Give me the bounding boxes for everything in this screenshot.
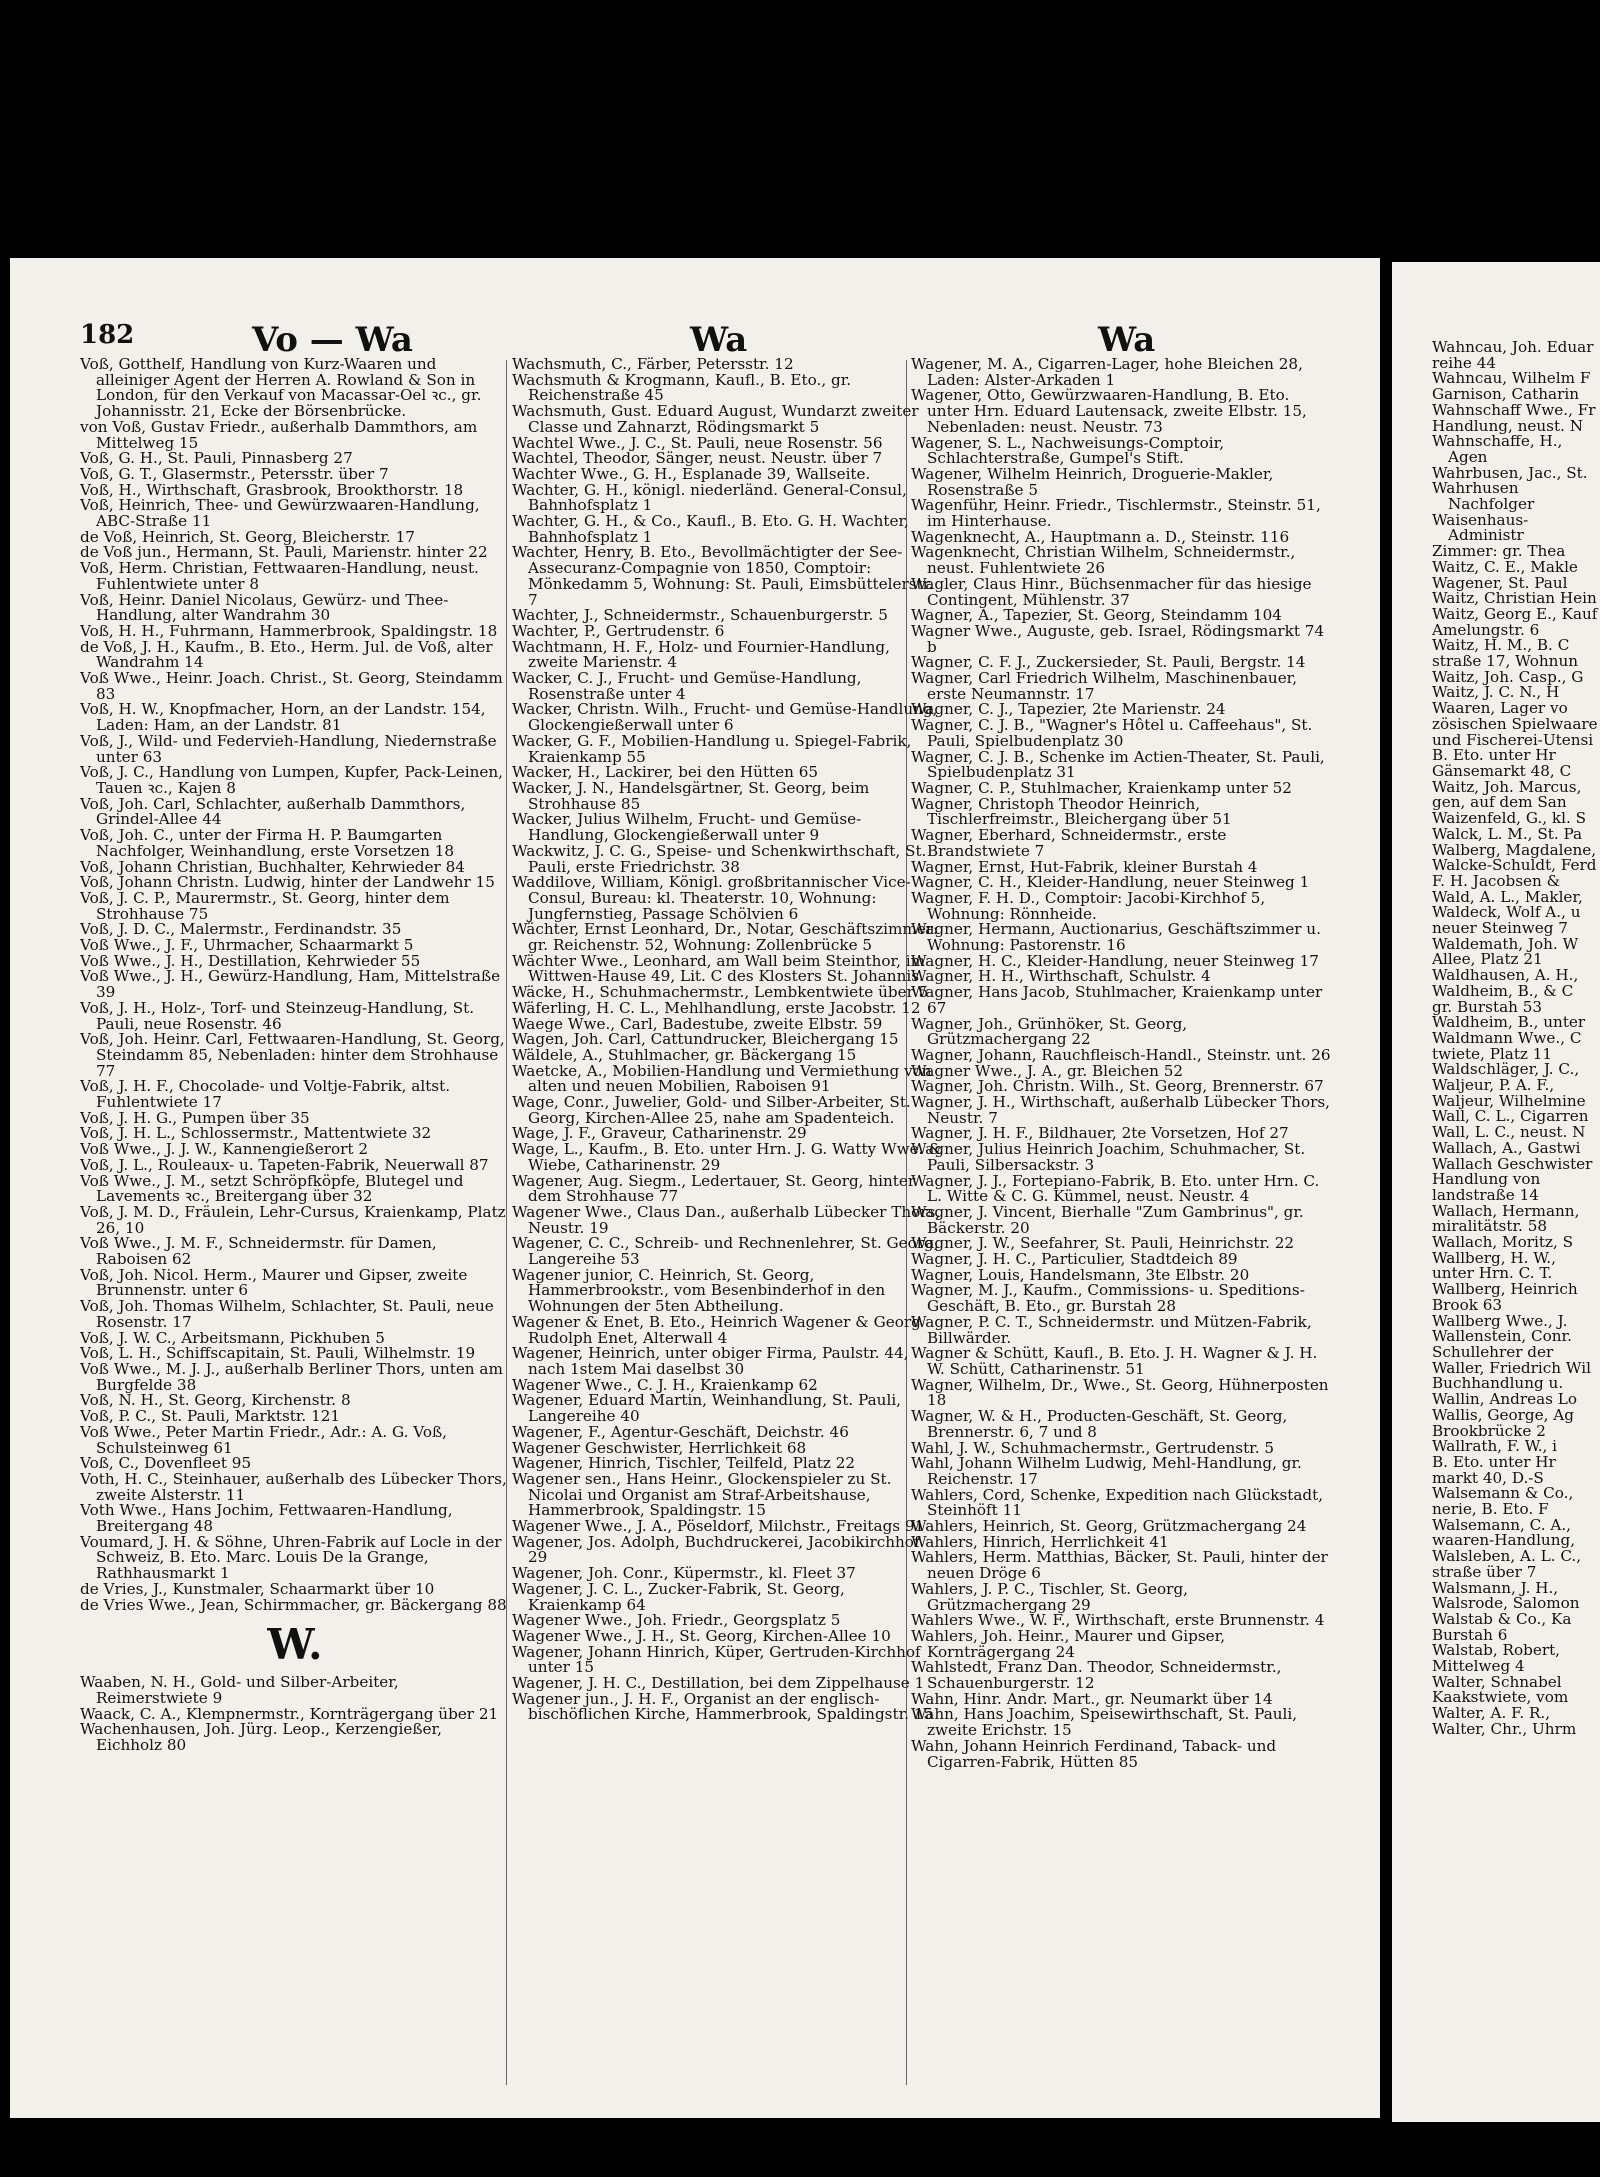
directory-entry: Voß Wwe., J. J. W., Kannengießerort 2	[80, 1140, 369, 1159]
directory-entry: Wallis, George, Ag	[1432, 1405, 1574, 1424]
directory-entry: Wagner Wwe., Auguste, geb. Israel, Rödingsmarkt 74 b	[911, 621, 1325, 656]
directory-entry: Voß, J., Wild- und Federvieh-Handlung, Niedernstraße unter 63	[80, 731, 497, 766]
directory-entry: Wagner, A., Tapezier, St. Georg, Steindamm 104	[911, 606, 1282, 625]
directory-entry: Wagner Wwe., J. A., gr. Bleichen 52	[911, 1061, 1184, 1080]
directory-entry: Wachenhausen, Joh. Jürg. Leop., Kerzengießer, Eichholz 80	[80, 1720, 442, 1755]
directory-entry: Voß, Joh. Heinr. Carl, Fettwaaren-Handlung, St. Georg, Steindamm 85, Nebenladen: hinter dem Strohhause 77	[80, 1030, 505, 1080]
directory-entry: de Voß jun., Hermann, St. Pauli, Marienstr. hinter 22	[80, 543, 488, 562]
directory-entry: Waitz, Christian Hein	[1432, 589, 1597, 608]
directory-entry: Wacker, Christn. Wilh., Frucht- und Gemüse-Handlung, Glockengießerwall unter 6	[512, 700, 938, 735]
directory-entry: gen, auf dem San	[1432, 793, 1567, 812]
directory-entry: Wächter Wwe., Leonhard, am Wall beim Steinthor, im Wittwen-Hause 49, Lit. C des Klosters St. Johannis.	[512, 951, 925, 986]
directory-entry: Voß, G. H., St. Pauli, Pinnasberg 27	[80, 449, 353, 468]
directory-entry: Wacker, C. J., Frucht- und Gemüse-Handlung, Rosenstraße unter 4	[512, 669, 862, 703]
directory-entry: Wahlers, Cord, Schenke, Expedition nach Glückstadt, Steinhöft 11	[911, 1485, 1324, 1520]
directory-entry: Wagner, Julius Heinrich Joachim, Schuhmacher, St. Pauli, Silbersackstr. 3	[911, 1140, 1306, 1174]
directory-entry: Voß, N. H., St. Georg, Kirchenstr. 8	[80, 1391, 351, 1410]
directory-entry: Walck, L. M., St. Pa	[1432, 824, 1583, 843]
directory-entry: Walstab, Robert,	[1432, 1641, 1561, 1660]
directory-entry: Zimmer: gr. Thea	[1432, 542, 1566, 561]
directory-entry: Voß, L. H., Schiffscapitain, St. Pauli, Wilhelmstr. 19	[80, 1344, 476, 1363]
directory-entry: Wahnschaffe, H., Agen	[1432, 432, 1563, 466]
directory-entry: Voß, Heinr. Daniel Nicolaus, Gewürz- und Thee-Handlung, alter Wandrahm 30	[80, 590, 449, 625]
directory-entry: Wagener Wwe., J. A., Pöseldorf, Milchstr., Freitags 91	[512, 1517, 925, 1536]
directory-entry: Waaben, N. H., Gold- und Silber-Arbeiter, Reimerstwiete 9	[80, 1673, 399, 1707]
directory-entry: Waitz, Joh. Marcus,	[1432, 777, 1582, 796]
directory-entry: Wachter, Henry, B. Eto., Bevollmächtigter der See-Assecuranz-Compagnie von 1850, Comptoir: Mönkedamm 5, Wohnung: St. Pauli, Eimsbüttelerstr. 7	[512, 543, 934, 609]
directory-entry: Voß Wwe., J. H., Gewürz-Handlung, Ham, Mittelstraße 39	[80, 967, 501, 1002]
directory-entry: Waetcke, A., Mobilien-Handlung und Vermiethung von alten und neuen Mobilien, Raboisen 91	[512, 1061, 932, 1096]
directory-entry: Wacker, J. N., Handelsgärtner, St. Georg, beim Strohhause 85	[512, 778, 870, 813]
directory-entry: Waldemath, Joh. W	[1432, 934, 1579, 953]
directory-entry: Wagener, Johann Hinrich, Küper, Gertruden-Kirchhof unter 15	[512, 1642, 921, 1677]
directory-entry: Gänsemarkt 48, C	[1432, 761, 1572, 780]
directory-entry: Wagener, Eduard Martin, Weinhandlung, St. Pauli, Langereihe 40	[512, 1391, 901, 1426]
directory-entry: Allee, Platz 21	[1432, 950, 1543, 969]
directory-entry: Waldmann Wwe., C	[1432, 1028, 1582, 1047]
directory-entry: Voß, G. T., Glasermstr., Petersstr. über 7	[80, 464, 389, 483]
directory-entry: Wagner, Hans Jacob, Stuhlmacher, Kraienkamp unter 67	[911, 983, 1323, 1017]
directory-entry: Wall, L. C., neust. N	[1432, 1123, 1586, 1142]
column-2	[512, 357, 942, 2117]
page-number: 182	[80, 320, 135, 350]
directory-entry: Voß, J. L., Rouleaux- u. Tapeten-Fabrik, Neuerwall 87	[80, 1155, 489, 1174]
directory-entry: Wagner, C. J. B., "Wagner's Hôtel u. Caffeehaus", St. Pauli, Spielbudenplatz 30	[911, 716, 1313, 750]
directory-entry: Wagener, St. Paul	[1432, 573, 1568, 592]
directory-entry: Wagner, J. Vincent, Bierhalle "Zum Gambrinus", gr. Bäckerstr. 20	[911, 1202, 1304, 1237]
directory-entry: Voß, Herm. Christian, Fettwaaren-Handlung, neust. Fuhlentwiete unter 8	[80, 559, 479, 593]
directory-entry: Waitz, Georg E., Kauf	[1432, 604, 1598, 623]
directory-entry: Wallberg Wwe., J.	[1432, 1311, 1568, 1330]
directory-entry: Voß, J. H., Holz-, Torf- und Steinzeug-Handlung, St. Pauli, neue Rosenstr. 46	[80, 998, 475, 1033]
directory-entry: Wahlers, Joh. Heinr., Maurer und Gipser, Kornträgergang 24	[911, 1626, 1226, 1661]
directory-entry: Wagener jun., J. H. F., Organist an der englisch-bischöflichen Kirche, Hammerbrook, Spaldingstr. 15	[512, 1689, 934, 1724]
directory-entry: Wäferling, H. C. L., Mehlhandlung, erste Jacobstr. 12	[512, 998, 921, 1017]
directory-entry: Walsemann & Co.,	[1432, 1484, 1574, 1503]
directory-entry: Walsrode, Salomon	[1432, 1594, 1580, 1613]
directory-entry: Wagener Wwe., Claus Dan., außerhalb Lübecker Thors, Neustr. 19	[512, 1202, 941, 1237]
directory-entry: Waitz, Joh. Casp., G	[1432, 667, 1584, 686]
directory-entry: Wage, L., Kaufm., B. Eto. unter Hrn. J. G. Watty Wwe. & Wiebe, Catharinenstr. 29	[512, 1140, 942, 1174]
directory-entry: reihe 44	[1432, 353, 1497, 372]
directory-entry: Brook 63	[1432, 1295, 1503, 1314]
directory-entry: Wachsmuth, C., Färber, Petersstr. 12	[512, 357, 794, 373]
directory-entry: Wahlers, Herm. Matthias, Bäcker, St. Pauli, hinter der neuen Dröge 6	[911, 1548, 1328, 1583]
directory-entry: Wagener, S. L., Nachweisungs-Comptoir, Schlachterstraße, Gumpel's Stift.	[911, 433, 1225, 468]
directory-entry: Wachter, P., Gertrudenstr. 6	[512, 621, 725, 640]
directory-entry: waaren-Handlung,	[1432, 1531, 1576, 1550]
directory-entry: Wagner, C. H., Kleider-Handlung, neuer Steinweg 1	[911, 873, 1310, 892]
column-3	[911, 357, 1331, 2117]
directory-entry: Wagner, C. P., Stuhlmacher, Kraienkamp unter 52	[911, 778, 1292, 797]
directory-entry: Voß, H. H., Fuhrmann, Hammerbrook, Spaldingstr. 18	[80, 621, 498, 640]
directory-entry: Wagner, Wilhelm, Dr., Wwe., St. Georg, Hühnerposten 18	[911, 1375, 1329, 1410]
directory-entry: Wachsmuth & Krogmann, Kaufl., B. Eto., gr. Reichenstraße 45	[512, 370, 852, 405]
directory-entry: Waldhausen, A. H.,	[1432, 966, 1579, 985]
directory-entry: Wallach, Hermann,	[1432, 1201, 1580, 1220]
directory-entry: Voß, Gotthelf, Handlung von Kurz-Waaren und alleiniger Agent der Herren A. Rowland & Son in London, für den Verkauf von Macassar-Oel ꝛc., gr. Johannisstr. 21, Ecke der Börsenbrücke.	[80, 357, 482, 421]
directory-entry: Walter, A. F. R.,	[1432, 1704, 1551, 1723]
directory-entry: Wagener & Enet, B. Eto., Heinrich Wagener & Georg Rudolph Enet, Alterwall 4	[512, 1312, 921, 1347]
directory-entry: Wagner, F. H. D., Comptoir: Jacobi-Kirchhof 5, Wohnung: Rönnheide.	[911, 888, 1266, 923]
directory-entry: Wagner, Joh., Grünhöker, St. Georg, Grützmachergang 22	[911, 1014, 1188, 1049]
directory-entry: Wagner, Hermann, Auctionarius, Geschäftszimmer u. Wohnung: Pastorenstr. 16	[911, 920, 1321, 955]
directory-entry: Wagener, Aug. Siegm., Ledertauer, St. Georg, hinter dem Strohhause 77	[512, 1171, 916, 1206]
directory-entry: zösischen Spielwaare	[1432, 714, 1598, 733]
directory-entry: Voth Wwe., Hans Jochim, Fettwaaren-Handlung, Breitergang 48	[80, 1501, 453, 1536]
directory-entry: Wagler, Claus Hinr., Büchsenmacher für das hiesige Contingent, Mühlenstr. 37	[911, 574, 1312, 609]
directory-entry: Walcke-Schuldt, Ferd	[1432, 856, 1597, 875]
directory-entry: Wachter, J., Schneidermstr., Schauenburgerstr. 5	[512, 606, 888, 625]
directory-entry: Wagener, J. C. L., Zucker-Fabrik, St. Georg, Kraienkamp 64	[512, 1579, 845, 1614]
directory-entry: gr. Burstah 53	[1432, 997, 1543, 1016]
section-letter: W.	[267, 1620, 323, 1670]
directory-entry: Wagner, Louis, Handelsmann, 3te Elbstr. 20	[911, 1265, 1250, 1284]
directory-entry: Kaakstwiete, vom	[1432, 1688, 1569, 1707]
directory-entry: Wagener, C. C., Schreib- und Rechnenlehrer, St. Georg, Langereihe 53	[512, 1234, 939, 1269]
directory-entry: Voß, H. W., Knopfmacher, Horn, an der Landstr. 154, Laden: Ham, an der Landstr. 81	[80, 700, 486, 735]
directory-entry: Wagener, F., Agentur-Geschäft, Deichstr. 46	[512, 1422, 849, 1441]
directory-entry: Wall, C. L., Cigarren	[1432, 1107, 1589, 1126]
directory-entry: Handlung von	[1432, 1170, 1541, 1189]
directory-entry: Wagenknecht, Christian Wilhelm, Schneidermstr., neust. Fuhlentwiete 26	[911, 543, 1296, 578]
directory-entry: Waller, Friedrich Wil	[1432, 1358, 1591, 1377]
directory-entry: Voumard, J. H. & Söhne, Uhren-Fabrik auf Locle in der Schweiz, B. Eto. Marc. Louis De la Grange, Rathhausmarkt 1	[80, 1532, 502, 1583]
directory-entry: Wacker, G. F., Mobilien-Handlung u. Spiegel-Fabrik, Kraienkamp 55	[512, 731, 912, 766]
directory-entry: Wachter Wwe., G. H., Esplanade 39, Wallseite.	[512, 464, 871, 483]
directory-entry: Wald, A. L., Makler,	[1432, 887, 1583, 906]
directory-entry: Wagener, Joh. Conr., Küpermstr., kl. Fleet 37	[512, 1564, 856, 1583]
directory-entry: Wagner, Christoph Theodor Heinrich, Tischlerfreimstr., Bleichergang über 51	[911, 794, 1232, 829]
directory-entry: Wagner, Joh. Christn. Wilh., St. Georg, Brennerstr. 67	[911, 1077, 1324, 1096]
directory-entry: Garnison, Catharin	[1432, 385, 1579, 404]
directory-entry: Waljeur, Wilhelmine	[1432, 1091, 1586, 1110]
directory-entry: Voß Wwe., Peter Martin Friedr., Adr.: A. G. Voß, Schulsteinweg 61	[80, 1422, 447, 1457]
directory-entry: Wallach Geschwister	[1432, 1154, 1593, 1173]
directory-entry: nerie, B. Eto. F	[1432, 1500, 1549, 1519]
directory-entry: Wagner, H. H., Wirthschaft, Schulstr. 4	[911, 967, 1211, 986]
directory-entry: Wagener, Jos. Adolph, Buchdruckerei, Jacobikirchhof 29	[512, 1532, 920, 1567]
directory-entry: Waldeck, Wolf A., u	[1432, 903, 1581, 922]
directory-entry: Walter, Schnabel	[1432, 1672, 1562, 1691]
directory-entry: Wagner, J. H., Wirthschaft, außerhalb Lübecker Thors, Neustr. 7	[911, 1093, 1331, 1127]
directory-entry: Voß, J. H. F., Chocolade- und Voltje-Fabrik, altst. Fuhlentwiete 17	[80, 1077, 451, 1112]
directory-entry: Wagener sen., Hans Heinr., Glockenspieler zu St. Nicolai und Organist am Straf-Arbeitshause, Hammerbrook, Spaldingstr. 15	[512, 1469, 892, 1520]
directory-entry: Wahlers, Heinrich, St. Georg, Grützmachergang 24	[911, 1517, 1307, 1536]
directory-entry: Wagener, M. A., Cigarren-Lager, hohe Bleichen 28, Laden: Alster-Arkaden 1	[911, 357, 1303, 389]
directory-entry: Wachsmuth, Gust. Eduard August, Wundarzt zweiter Classe und Zahnarzt, Rödingsmarkt 5	[512, 402, 919, 436]
directory-entry: Wahncau, Joh. Eduar	[1432, 340, 1594, 356]
directory-entry: Wage, J. F., Graveur, Catharinenstr. 29	[512, 1124, 807, 1143]
directory-entry: Wagner, Ernst, Hut-Fabrik, kleiner Burstah 4	[911, 857, 1258, 876]
directory-entry: Wagner, J. W., Seefahrer, St. Pauli, Heinrichstr. 22	[911, 1234, 1295, 1253]
directory-entry: Voß Wwe., J. F., Uhrmacher, Schaarmarkt 5	[80, 936, 414, 955]
directory-entry: Wagener, J. H. C., Destillation, bei dem Zippelhause 1	[512, 1674, 925, 1693]
directory-entry: Waldschläger, J. C.,	[1432, 1060, 1580, 1079]
directory-entry: Waege Wwe., Carl, Badestube, zweite Elbstr. 59	[512, 1014, 883, 1033]
directory-entry: Voß Wwe., J. M., setzt Schröpfköpfe, Blutegel und Lavements ꝛc., Breitergang über 32	[80, 1171, 464, 1206]
directory-entry: miralitätstr. 58	[1432, 1217, 1548, 1236]
directory-entry: Waisenhaus-Administr	[1432, 510, 1529, 545]
directory-entry: Wagen, Joh. Carl, Cattundrucker, Bleichergang 15	[512, 1030, 899, 1049]
directory-entry: Wagner, J. J., Fortepiano-Fabrik, B. Eto. unter Hrn. C. L. Witte & C. G. Kümmel, neust. Neustr. 4	[911, 1171, 1320, 1206]
directory-entry: Wagener Geschwister, Herrlichkeit 68	[512, 1438, 807, 1457]
directory-entry: Wagner, C. J. B., Schenke im Actien-Theater, St. Pauli, Spielbudenplatz 31	[911, 747, 1325, 782]
directory-entry: Voß, Johann Christian, Buchhalter, Kehrwieder 84	[80, 857, 465, 876]
directory-entry: Voß Wwe., J. H., Destillation, Kehrwieder 55	[80, 951, 421, 970]
directory-entry: Wallrath, F. W., i	[1432, 1437, 1558, 1456]
directory-entry: Voß, J. H. G., Pumpen über 35	[80, 1108, 310, 1127]
directory-entry: Wagner, J. H. F., Bildhauer, 2te Vorsetzen, Hof 27	[911, 1124, 1289, 1143]
directory-entry: de Vries Wwe., Jean, Schirmmacher, gr. Bäckergang 88	[80, 1595, 507, 1614]
directory-entry: Wallach, Moritz, S	[1432, 1233, 1574, 1252]
directory-entry: Wagner & Schütt, Kaufl., B. Eto. J. H. Wagner & J. H. W. Schütt, Catharinenstr. 51	[911, 1344, 1318, 1378]
directory-entry: Walberg, Magdalene,	[1432, 840, 1597, 859]
directory-entry: Wagner, W. & H., Producten-Geschäft, St. Georg, Brennerstr. 6, 7 und 8	[911, 1407, 1288, 1441]
directory-entry: Brookbrücke 2	[1432, 1421, 1546, 1440]
directory-entry: Wahlers, J. P. C., Tischler, St. Georg, Grützmachergang 29	[911, 1579, 1188, 1614]
directory-entry: Wachtel, Theodor, Sänger, neust. Neustr. über 7	[512, 449, 883, 468]
directory-entry: Voß, H., Wirthschaft, Grasbrook, Brookthorstr. 18	[80, 480, 464, 499]
directory-entry: Wagner, Johann, Rauchfleisch-Handl., Steinstr. unt. 26	[911, 1045, 1331, 1064]
directory-entry: Walstab & Co., Ka	[1432, 1609, 1572, 1628]
directory-entry: Wagner, M. J., Kaufm., Commissions- u. Speditions-Geschäft, B. Eto., gr. Burstah 28	[911, 1281, 1305, 1316]
directory-entry: Wahrhusen Nachfolger	[1432, 479, 1535, 514]
directory-entry: landstraße 14	[1432, 1185, 1539, 1204]
directory-entry: Wachtmann, H. F., Holz- und Fournier-Handlung, zweite Marienstr. 4	[512, 637, 890, 672]
directory-entry: Wachter, G. H., & Co., Kaufl., B. Eto. G. H. Wachter, Bahnhofsplatz 1	[512, 512, 909, 546]
directory-entry: Wagner, C. J., Tapezier, 2te Marienstr. 24	[911, 700, 1226, 719]
directory-entry: Schullehrer der	[1432, 1343, 1554, 1361]
directory-entry: Wacker, Julius Wilhelm, Frucht- und Gemüse-Handlung, Glockengießerwall unter 9	[512, 810, 862, 845]
directory-entry: Wagener junior, C. Heinrich, St. Georg, Hammerbrookstr., vom Besenbinderhof in den Wohnungen der 5ten Abtheilung.	[512, 1265, 886, 1316]
directory-entry: Waizenfeld, G., kl. S	[1432, 809, 1587, 828]
directory-entry: von Voß, Gustav Friedr., außerhalb Dammthors, am Mittelweg 15	[80, 417, 478, 452]
directory-entry: Waljeur, P. A. F.,	[1432, 1076, 1555, 1095]
directory-entry: Wallenstein, Conr.	[1432, 1327, 1572, 1346]
directory-entry: Wachtel Wwe., J. C., St. Pauli, neue Rosenstr. 56	[512, 433, 883, 452]
directory-entry: Wächter, Ernst Leonhard, Dr., Notar, Geschäftszimmer: gr. Reichenstr. 52, Wohnung: Zollenbrücke 5	[512, 920, 939, 955]
directory-entry: Wahrbusen, Jac., St.	[1432, 463, 1588, 482]
directory-entry: Wahn, Hinr. Andr. Mart., gr. Neumarkt über 14	[911, 1689, 1273, 1708]
directory-entry: Wahl, Johann Wilhelm Ludwig, Mehl-Handlung, gr. Reichenstr. 17	[911, 1454, 1302, 1488]
directory-entry: F. H. Jacobsen &	[1432, 871, 1561, 890]
directory-entry: Wahlers, Hinrich, Herrlichkeit 41	[911, 1532, 1169, 1551]
directory-entry: Wahnschaff Wwe., Fr	[1432, 400, 1596, 419]
directory-entry: B. Eto. unter Hr	[1432, 1452, 1556, 1471]
directory-entry: Voß Wwe., Heinr. Joach. Christ., St. Georg, Steindamm 83	[80, 669, 503, 703]
directory-entry: Waack, C. A., Klempnermstr., Kornträgergang über 21	[80, 1704, 499, 1723]
directory-entry: Amelungstr. 6	[1432, 620, 1540, 639]
directory-entry: Voß, J. C. P., Maurermstr., St. Georg, hinter dem Strohhause 75	[80, 888, 450, 923]
directory-entry: Voß, Johann Christn. Ludwig, hinter der Landwehr 15	[80, 873, 495, 892]
directory-entry: Mittelweg 4	[1432, 1657, 1525, 1676]
directory-entry: unter Hrn. C. T.	[1432, 1264, 1553, 1283]
directory-entry: Wallberg, Heinrich	[1432, 1280, 1578, 1299]
directory-entry: Walter, Chr., Uhrm	[1432, 1719, 1577, 1738]
directory-entry: Wahn, Johann Heinrich Ferdinand, Taback- und Cigarren-Fabrik, Hütten 85	[911, 1736, 1277, 1771]
directory-entry: Voß Wwe., J. M. F., Schneidermstr. für Damen, Raboisen 62	[80, 1234, 437, 1269]
directory-entry: Voß Wwe., M. J. J., außerhalb Berliner Thors, unten am Burgfelde 38	[80, 1360, 503, 1394]
directory-entry: Wallin, Andreas Lo	[1432, 1390, 1577, 1409]
directory-entry: de Voß, J. H., Kaufm., B. Eto., Herm. Jul. de Voß, alter Wandrahm 14	[80, 637, 493, 672]
directory-entry: Wahlstedt, Franz Dan. Theodor, Schneidermstr., Schauenburgerstr. 12	[911, 1658, 1282, 1693]
directory-entry: Wagner, Carl Friedrich Wilhelm, Maschinenbauer, erste Neumannstr. 17	[911, 669, 1298, 703]
directory-entry: Wagener Wwe., Joh. Friedr., Georgsplatz 5	[512, 1611, 841, 1630]
directory-entry: Wacker, H., Lackirer, bei den Hütten 65	[512, 763, 819, 782]
running-head-left: Vo — Wa	[252, 320, 413, 360]
directory-entry: Wahlers Wwe., W. F., Wirthschaft, erste Brunnenstr. 4	[911, 1611, 1325, 1630]
directory-entry: Wage, Conr., Juwelier, Gold- und Silber-Arbeiter, St. Georg, Kirchen-Allee 25, nahe am Spadenteich.	[512, 1093, 911, 1127]
directory-entry: Voß, P. C., St. Pauli, Marktstr. 121	[80, 1407, 341, 1426]
directory-entry: Wäcke, H., Schuhmachermstr., Lembkentwiete über 5	[512, 983, 929, 1002]
directory-entry: straße über 7	[1432, 1562, 1537, 1581]
directory-entry: Waldheim, B., unter	[1432, 1013, 1586, 1032]
directory-entry: twiete, Platz 11	[1432, 1044, 1553, 1063]
directory-entry: Buchhandlung u.	[1432, 1374, 1564, 1393]
directory-entry: de Voß, Heinrich, St. Georg, Bleicherstr. 17	[80, 527, 415, 546]
directory-entry: Waddilove, William, Königl. großbritannischer Vice-Consul, Bureau: kl. Theaterstr. 10, Wohnung: Jungfernstieg, Passage Schölvien 6	[512, 873, 911, 923]
directory-entry: Wagner, J. H. C., Particulier, Stadtdeich 89	[911, 1250, 1238, 1269]
directory-entry: Wachter, G. H., königl. niederländ. General-Consul, Bahnhofsplatz 1	[512, 480, 907, 515]
directory-entry: Wahn, Hans Joachim, Speisewirthschaft, St. Pauli, zweite Erichstr. 15	[911, 1705, 1298, 1740]
directory-entry: markt 40, D.-S	[1432, 1468, 1544, 1487]
directory-entry: Waitz, J. C. N., H	[1432, 683, 1560, 702]
directory-entry: Wagenführ, Heinr. Friedr., Tischlermstr., Steinstr. 51, im Hinterhause.	[911, 496, 1321, 531]
directory-entry: Waitz, H. M., B. C	[1432, 636, 1570, 655]
directory-entry: Voß, J. C., Handlung von Lumpen, Kupfer, Pack-Leinen, Tauen ꝛc., Kajen 8	[80, 763, 504, 797]
directory-entry: Voß, J. H. L., Schlossermstr., Mattentwiete 32	[80, 1124, 432, 1143]
directory-entry: Burstah 6	[1432, 1625, 1508, 1644]
column-1	[80, 357, 510, 2117]
directory-entry: Voß, J. W. C., Arbeitsmann, Pickhuben 5	[80, 1328, 385, 1347]
directory-entry: Wagner, Eberhard, Schneidermstr., erste Brandstwiete 7	[911, 826, 1227, 860]
directory-entry: und Fischerei-Utensi	[1432, 730, 1594, 749]
directory-entry: Handlung, neust. N	[1432, 416, 1583, 435]
directory-entry: Voß, Joh. Thomas Wilhelm, Schlachter, St. Pauli, neue Rosenstr. 17	[80, 1297, 494, 1331]
directory-entry: Wahl, J. W., Schuhmachermstr., Gertrudenstr. 5	[911, 1438, 1275, 1457]
directory-entry: Voth, H. C., Steinhauer, außerhalb des Lübecker Thors, zweite Alsterstr. 11	[80, 1469, 507, 1504]
directory-entry: Wäldele, A., Stuhlmacher, gr. Bäckergang 15	[512, 1045, 857, 1064]
directory-entry: Wackwitz, J. C. G., Speise- und Schenkwirthschaft, St. Pauli, erste Friedrichstr. 38	[512, 841, 927, 876]
directory-entry: Voß, J. D. C., Malermstr., Ferdinandstr. 35	[80, 920, 402, 939]
directory-entry: neuer Steinweg 7	[1432, 919, 1568, 938]
directory-entry: Voß, J. M. D., Fräulein, Lehr-Cursus, Kraienkamp, Platz 26, 10	[80, 1202, 506, 1237]
directory-entry: Wagenknecht, A., Hauptmann a. D., Steinstr. 116	[911, 527, 1290, 546]
directory-entry: Waitz, C. E., Makle	[1432, 557, 1578, 576]
directory-entry: Voß, C., Dovenfleet 95	[80, 1454, 252, 1473]
running-head-right: Wa	[1098, 320, 1156, 360]
column-4	[1432, 340, 1600, 2100]
directory-entry: Wagener, Heinrich, unter obiger Firma, Paulstr. 44, nach 1stem Mai daselbst 30	[512, 1344, 909, 1378]
directory-entry: Wahncau, Wilhelm F	[1432, 369, 1591, 388]
directory-entry: Wagener, Hinrich, Tischler, Teilfeld, Platz 22	[512, 1454, 856, 1473]
directory-entry: Walsleben, A. L. C.,	[1432, 1547, 1582, 1566]
directory-entry: Wagner, C. F. J., Zuckersieder, St. Pauli, Bergstr. 14	[911, 653, 1306, 672]
directory-entry: Wagener Wwe., C. J. H., Kraienkamp 62	[512, 1375, 818, 1394]
directory-entry: Voß, Heinrich, Thee- und Gewürzwaaren-Handlung, ABC-Straße 11	[80, 496, 480, 531]
directory-entry: Walsmann, J. H.,	[1432, 1578, 1559, 1597]
directory-entry: Wagener, Otto, Gewürzwaaren-Handlung, B. Eto. unter Hrn. Eduard Lautensack, zweite Elbstr. 15, Nebenladen: neust. Neustr. 73	[911, 386, 1307, 436]
directory-entry: Wallberg, H. W.,	[1432, 1248, 1556, 1267]
directory-entry: Voß, Joh. C., unter der Firma H. P. Baumgarten Nachfolger, Weinhandlung, erste Vorsetzen 18	[80, 826, 455, 860]
directory-entry: Wagner, P. C. T., Schneidermstr. und Mützen-Fabrik, Billwärder.	[911, 1312, 1312, 1347]
directory-entry: Wagner, H. C., Kleider-Handlung, neuer Steinweg 17	[911, 951, 1319, 970]
directory-entry: Waaren, Lager vo	[1432, 699, 1568, 718]
directory-entry: Wagener, Wilhelm Heinrich, Droguerie-Makler, Rosenstraße 5	[911, 464, 1274, 499]
directory-entry: Voß, Joh. Nicol. Herm., Maurer und Gipser, zweite Brunnenstr. unter 6	[80, 1265, 468, 1300]
running-head-middle: Wa	[690, 320, 748, 360]
directory-entry: de Vries, J., Kunstmaler, Schaarmarkt über 10	[80, 1579, 435, 1598]
directory-entry: B. Eto. unter Hr	[1432, 746, 1556, 765]
directory-entry: Waldheim, B., & C	[1432, 981, 1574, 1000]
directory-entry: Wallach, A., Gastwi	[1432, 1138, 1581, 1157]
directory-entry: straße 17, Wohnun	[1432, 652, 1579, 671]
directory-entry: Voß, Joh. Carl, Schlachter, außerhalb Dammthors, Grindel-Allee 44	[80, 794, 466, 829]
directory-entry: Wagener Wwe., J. H., St. Georg, Kirchen-Allee 10	[512, 1626, 891, 1645]
directory-entry: Walsemann, C. A.,	[1432, 1515, 1572, 1534]
